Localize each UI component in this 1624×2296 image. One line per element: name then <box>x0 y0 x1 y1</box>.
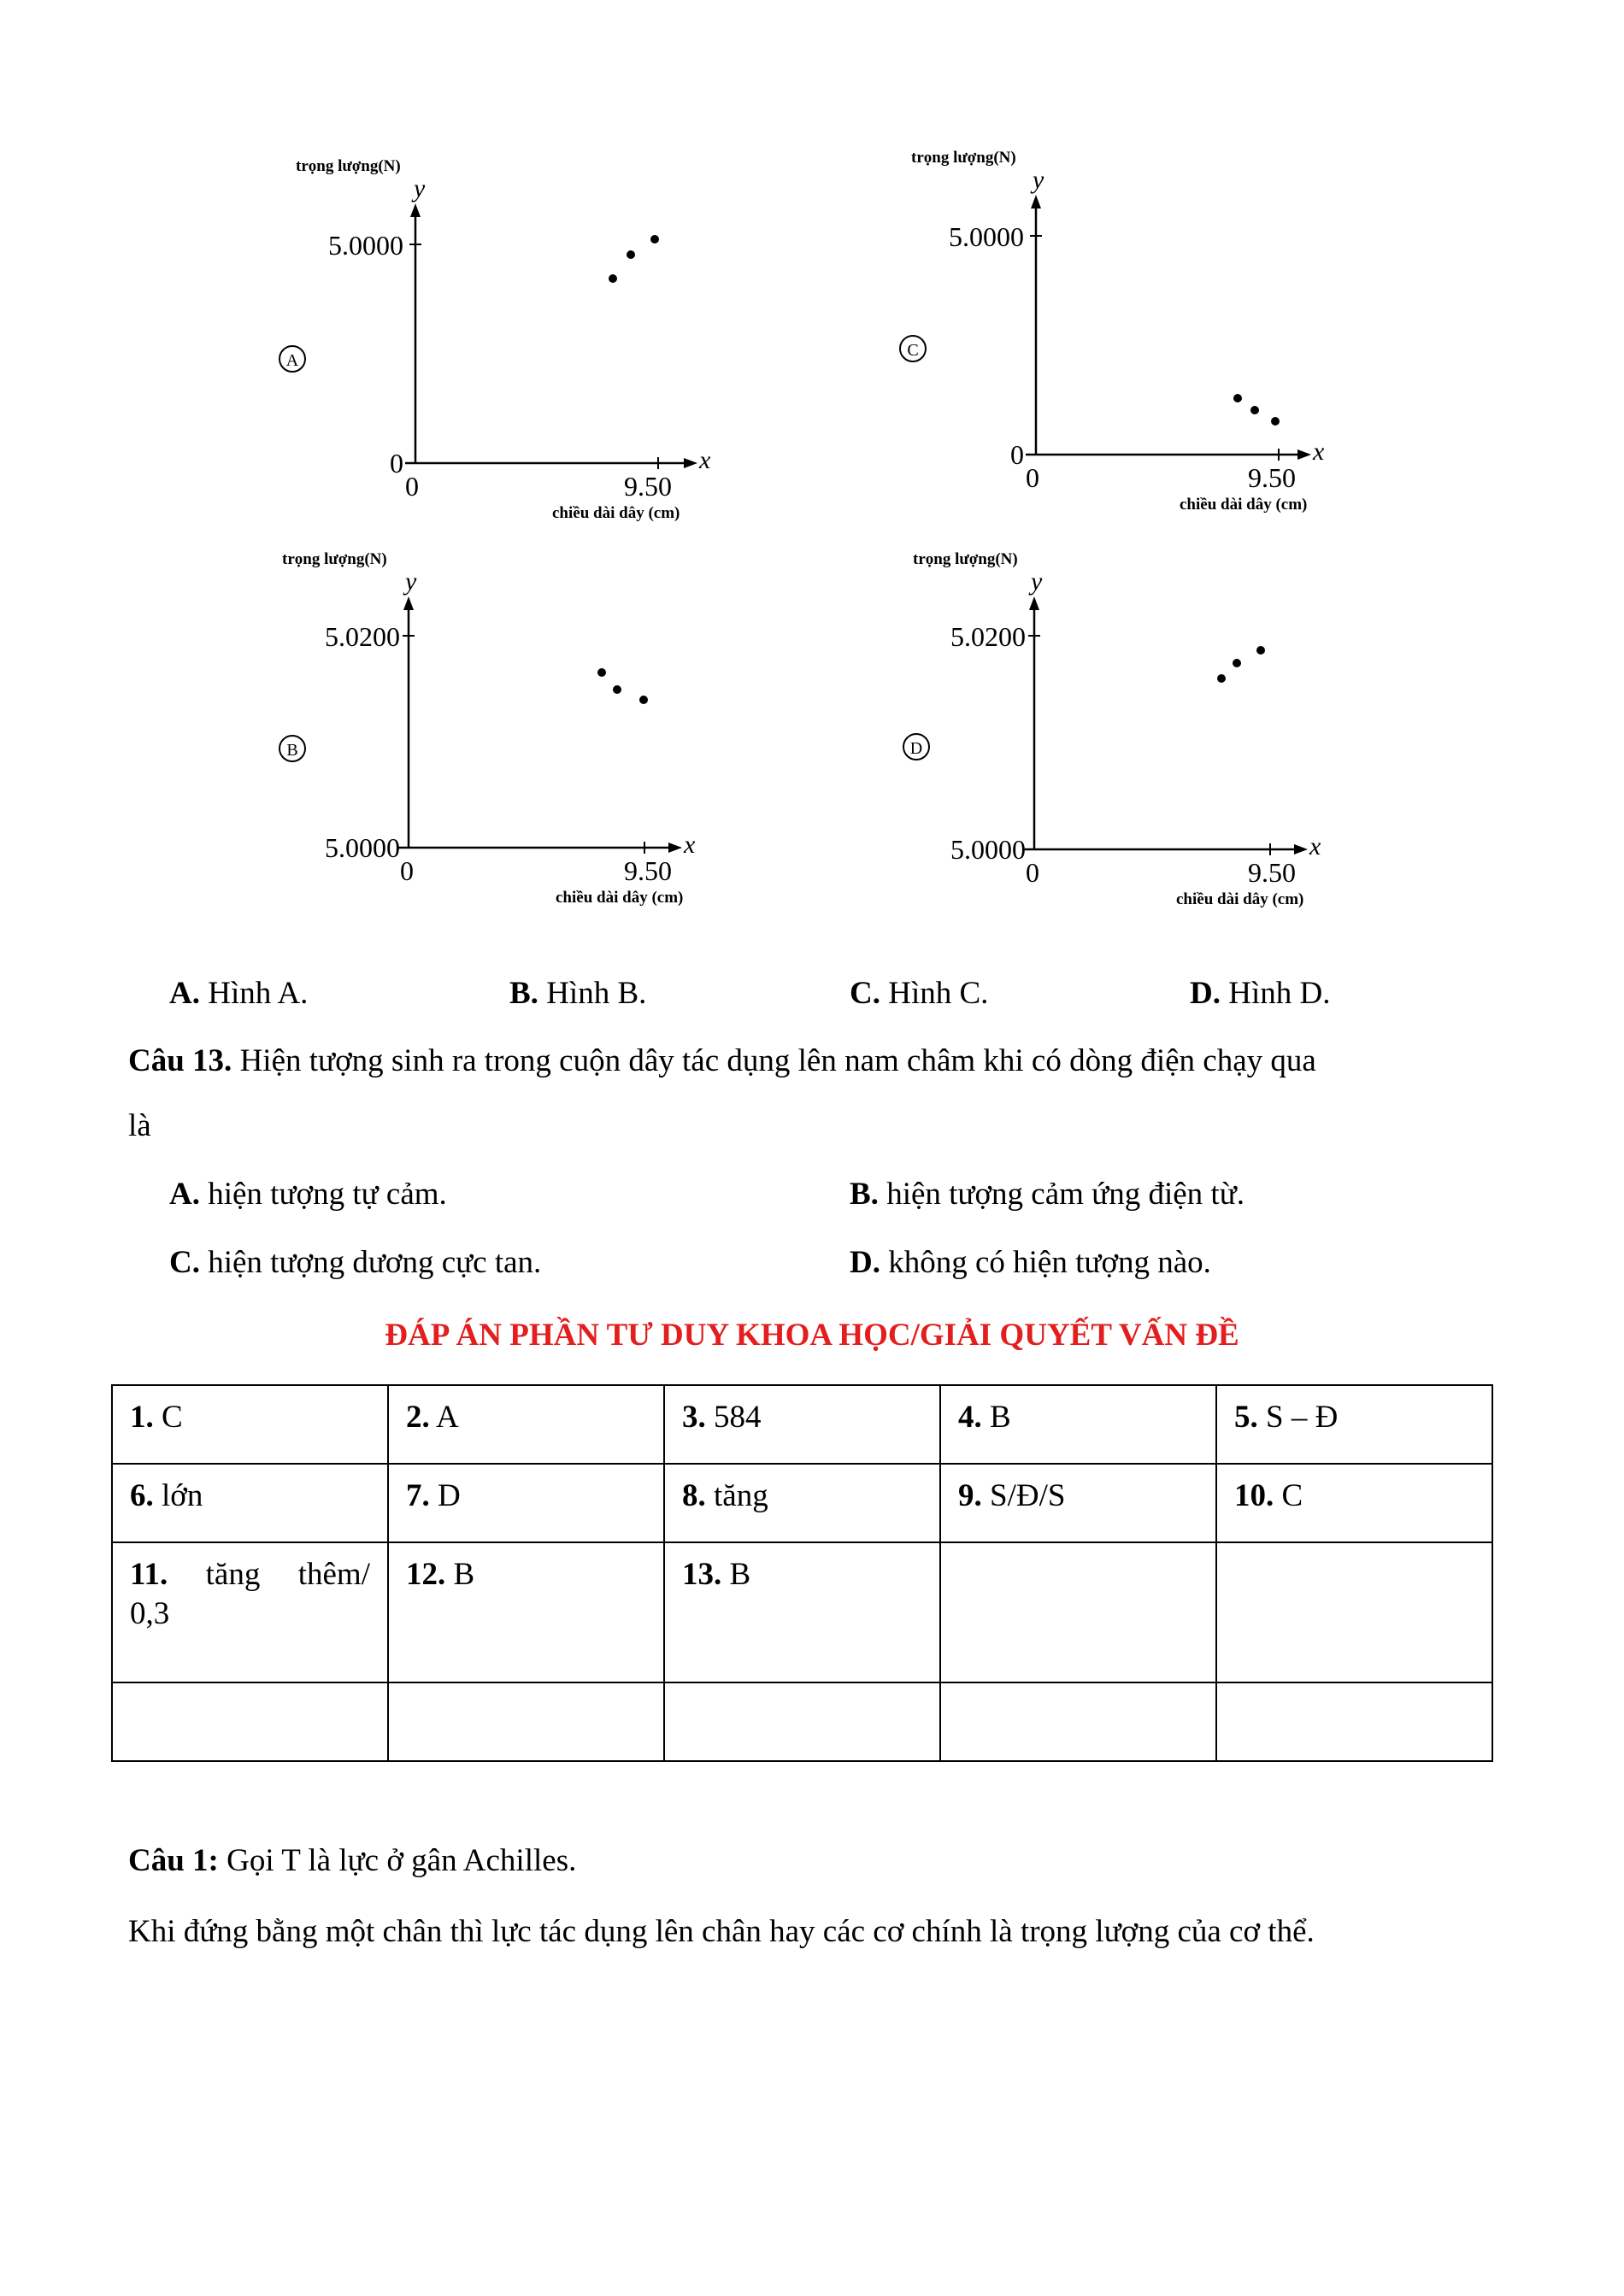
option-text: hiện tượng cảm ứng điện từ. <box>878 1177 1245 1212</box>
y-axis-arrow <box>1029 596 1039 610</box>
q13-option-d[interactable] <box>850 1243 1211 1283</box>
option-text: không có hiện tượng nào. <box>880 1245 1211 1280</box>
answer-value: A <box>429 1400 459 1435</box>
x-axis-arrow <box>684 458 697 468</box>
y-origin-label: 0 <box>1010 439 1024 470</box>
plot-d-svg <box>889 538 1368 931</box>
option-letter: B. <box>509 976 538 1011</box>
x-tick-label: 9.50 <box>624 855 672 886</box>
x-origin-label: 0 <box>405 471 419 502</box>
answer-cell <box>388 1682 664 1761</box>
q13-option-b[interactable] <box>850 1175 1244 1214</box>
table-row <box>112 1682 1492 1761</box>
q13-question <box>128 1042 1316 1081</box>
q13-option-c[interactable] <box>169 1243 541 1283</box>
answer-value-cont: 0,3 <box>130 1596 170 1631</box>
q12-option-c[interactable] <box>850 974 988 1013</box>
y-top-label: 5.0200 <box>950 621 1026 652</box>
data-point <box>1256 646 1265 655</box>
y-axis-title: trọng lượng(N) <box>296 157 401 175</box>
data-point <box>627 250 635 259</box>
option-text: hiện tượng dương cực tan. <box>199 1245 542 1280</box>
answer-number: 7. <box>406 1478 430 1513</box>
option-text: hiện tượng tự cảm. <box>199 1177 447 1212</box>
answer-number: 8. <box>682 1478 706 1513</box>
table-row <box>112 1464 1492 1542</box>
data-point <box>639 696 648 704</box>
q12-option-a[interactable] <box>169 974 308 1013</box>
x-origin-label: 0 <box>1026 857 1039 888</box>
solution-label: Câu 1: <box>128 1843 219 1878</box>
answer-cell <box>940 1542 1216 1682</box>
option-letter: D. <box>1190 976 1221 1011</box>
answer-value: B <box>981 1400 1011 1435</box>
solution-text: Gọi T là lực ở gân Achilles. <box>218 1843 577 1878</box>
y-axis-title: trọng lượng(N) <box>911 149 1016 167</box>
answer-number: 5. <box>1234 1400 1258 1435</box>
answer-number: 12. <box>406 1557 446 1592</box>
q13-question-cont: là <box>128 1108 151 1143</box>
x-tick-label: 9.50 <box>1248 857 1296 888</box>
answer-cell <box>388 1385 664 1464</box>
y-top-label: 5.0000 <box>328 230 403 261</box>
y-axis-arrow <box>410 203 421 217</box>
answer-number: 13. <box>682 1557 722 1592</box>
y-origin-label: 0 <box>390 448 403 479</box>
data-point <box>613 685 621 694</box>
x-axis-title: chiều dài dây (cm) <box>556 889 684 907</box>
data-point <box>650 235 659 244</box>
answer-number: 4. <box>958 1400 982 1435</box>
answer-cell <box>664 1385 940 1464</box>
q12-option-b[interactable] <box>509 974 646 1013</box>
y-axis-title: trọng lượng(N) <box>282 550 387 568</box>
answer-value: C <box>153 1400 183 1435</box>
question-label: Câu 13. <box>128 1043 232 1078</box>
answer-cell <box>940 1464 1216 1542</box>
y-top-label: 5.0200 <box>325 621 400 652</box>
y-top-label: 5.0000 <box>949 221 1024 252</box>
y-origin-label: 5.0000 <box>325 832 400 863</box>
option-text: Hình B. <box>538 976 647 1011</box>
x-var-label: x <box>1313 437 1325 466</box>
answer-value: B <box>445 1557 475 1592</box>
data-point <box>1233 659 1241 667</box>
y-var-label: y <box>1031 567 1043 596</box>
answers-heading: ĐÁP ÁN PHẦN TƯ DUY KHOA HỌC/GIẢI QUYẾT VẤN ĐỀ <box>385 1318 1239 1353</box>
answer-value: tăng thêm/ <box>168 1557 370 1592</box>
option-text: Hình A. <box>199 976 309 1011</box>
answer-number: 2. <box>406 1400 430 1435</box>
data-point <box>609 274 617 283</box>
option-letter: A. <box>169 976 200 1011</box>
data-point <box>1217 674 1226 683</box>
plot-a <box>265 145 744 538</box>
option-circle-letter: B <box>286 741 298 760</box>
answer-cell <box>664 1464 940 1542</box>
x-origin-label: 0 <box>400 855 414 886</box>
answer-cell <box>940 1682 1216 1761</box>
x-var-label: x <box>699 446 711 474</box>
answer-number: 11. <box>130 1557 168 1592</box>
answer-cell <box>388 1542 664 1682</box>
data-point <box>1233 394 1242 402</box>
y-axis-arrow <box>403 596 414 610</box>
x-axis-arrow <box>668 843 682 853</box>
plot-b <box>265 538 744 931</box>
plot-b-svg <box>265 538 744 931</box>
answer-cell <box>1216 1464 1492 1542</box>
option-circle-letter: C <box>907 341 919 360</box>
answer-cell <box>664 1542 940 1682</box>
y-var-label: y <box>414 174 426 203</box>
option-text: Hình C. <box>880 976 989 1011</box>
answer-cell <box>112 1682 388 1761</box>
answer-number: 3. <box>682 1400 706 1435</box>
option-letter: D. <box>850 1245 880 1280</box>
answer-cell <box>1216 1682 1492 1761</box>
answer-value: D <box>429 1478 461 1513</box>
x-origin-label: 0 <box>1026 462 1039 493</box>
data-point <box>1271 417 1280 426</box>
question-text: Hiện tượng sinh ra trong cuộn dây tác dụng lên nam châm khi có dòng điện chạy qua <box>232 1043 1316 1078</box>
table-row <box>112 1542 1492 1682</box>
y-axis-title: trọng lượng(N) <box>913 550 1018 568</box>
answer-value: S/Đ/S <box>981 1478 1066 1513</box>
answer-value: C <box>1274 1478 1303 1513</box>
option-text: Hình D. <box>1220 976 1331 1011</box>
x-var-label: x <box>1309 832 1321 860</box>
answer-value: lớn <box>153 1478 203 1513</box>
answer-value: 584 <box>705 1400 762 1435</box>
answer-number: 9. <box>958 1478 982 1513</box>
answer-value: S – Đ <box>1257 1400 1339 1435</box>
answer-line <box>130 1555 370 1594</box>
answer-cell <box>664 1682 940 1761</box>
answer-cell <box>940 1385 1216 1464</box>
x-axis-title: chiều dài dây (cm) <box>552 504 680 522</box>
data-point <box>597 668 606 677</box>
q13-option-a[interactable] <box>169 1175 447 1214</box>
x-axis-arrow <box>1297 449 1311 460</box>
x-var-label: x <box>684 831 696 859</box>
solution-q1-cont: Khi đứng bằng một chân thì lực tác dụng lên chân hay các cơ chính là trọng lượng của cơ thể. <box>128 1914 1315 1949</box>
option-letter: C. <box>169 1245 200 1280</box>
plot-a-svg <box>265 145 744 538</box>
x-axis-title: chiều dài dây (cm) <box>1180 496 1308 514</box>
x-axis-title: chiều dài dây (cm) <box>1176 890 1304 908</box>
answer-cell <box>112 1464 388 1542</box>
x-tick-label: 9.50 <box>624 471 672 502</box>
y-origin-label: 5.0000 <box>950 834 1026 865</box>
plot-c <box>889 137 1368 530</box>
answer-cell <box>1216 1542 1492 1682</box>
answer-cell <box>388 1464 664 1542</box>
answer-number: 6. <box>130 1478 154 1513</box>
answer-cell <box>1216 1385 1492 1464</box>
y-var-label: y <box>1033 166 1044 194</box>
option-circle-letter: D <box>909 739 923 758</box>
answer-value: B <box>721 1557 751 1592</box>
y-axis-arrow <box>1031 195 1041 208</box>
y-var-label: y <box>405 567 417 596</box>
x-tick-label: 9.50 <box>1248 462 1296 493</box>
data-point <box>1250 406 1259 414</box>
option-letter: A. <box>169 1177 200 1212</box>
q12-option-d[interactable] <box>1190 974 1330 1013</box>
solution-q1 <box>128 1841 576 1881</box>
answer-number: 1. <box>130 1400 154 1435</box>
answer-cell <box>112 1542 388 1682</box>
answers-table <box>111 1384 1493 1762</box>
option-letter: B. <box>850 1177 879 1212</box>
answer-number: 10. <box>1234 1478 1274 1513</box>
answer-cell <box>112 1385 388 1464</box>
option-circle-letter: A <box>285 351 299 370</box>
plot-c-svg <box>889 137 1368 530</box>
plot-d <box>889 538 1368 931</box>
answer-value: tăng <box>705 1478 768 1513</box>
table-row <box>112 1385 1492 1464</box>
option-letter: C. <box>850 976 880 1011</box>
x-axis-arrow <box>1294 844 1308 854</box>
